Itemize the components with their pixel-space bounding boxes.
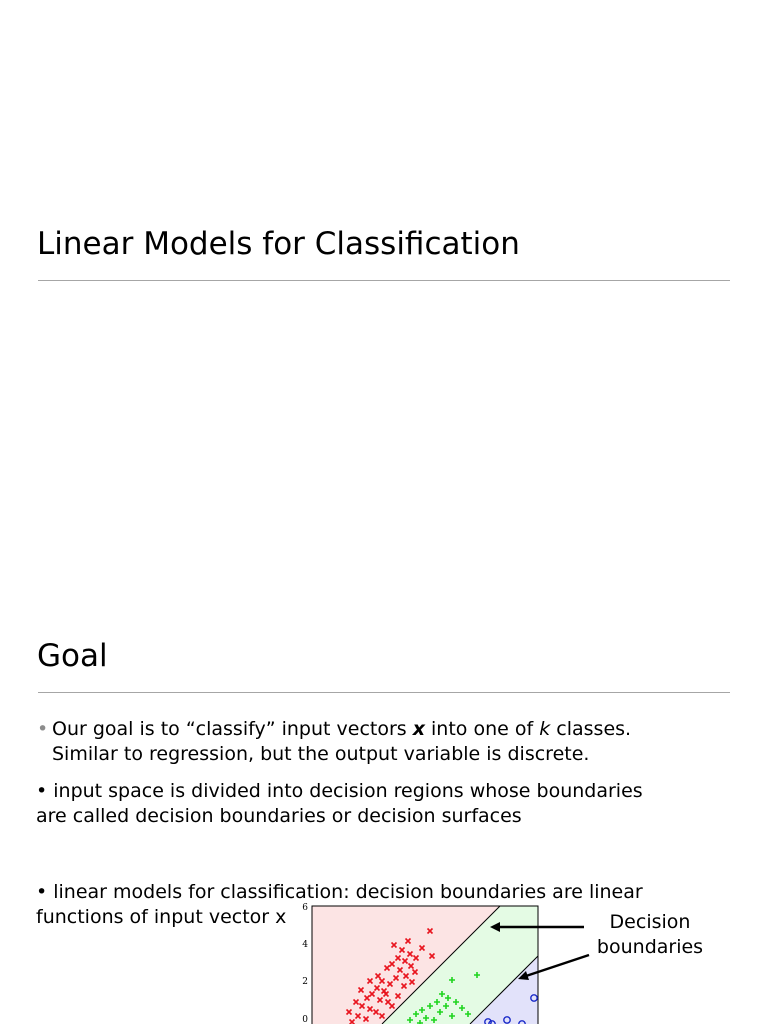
bullet-text: classes. <box>550 718 632 740</box>
bullet-text: Our goal is to “classify” input vectors <box>52 718 413 740</box>
bullet-decision-regions: • input space is divided into decision regions whose boundaries are called decision boundaries or decision surfaces <box>36 780 643 827</box>
slide-title: Linear Models for Classification <box>37 226 520 262</box>
decision-boundaries-label: Decision boundaries <box>596 911 704 958</box>
bullet-text: Similar to regression, but the output variable is discrete. <box>52 743 590 765</box>
y-tick-label: 0 <box>302 1015 308 1024</box>
bullet-text: into one of <box>424 718 540 740</box>
bullet-goal <box>52 717 742 767</box>
math-variable-x: x <box>412 718 425 740</box>
y-tick-label: 4 <box>302 940 308 950</box>
title-divider <box>38 692 730 693</box>
y-tick-label: 2 <box>302 977 308 987</box>
y-tick-label: 6 <box>302 903 308 913</box>
bullet-linear-models: • linear models for classification: decision boundaries are linear functions of input vector x <box>36 881 643 928</box>
bullet-icon: • <box>37 718 49 740</box>
title-divider <box>38 280 730 281</box>
y-axis <box>302 903 308 1024</box>
slide-title-goal: Goal <box>37 638 108 674</box>
math-variable-k: k <box>539 718 551 740</box>
